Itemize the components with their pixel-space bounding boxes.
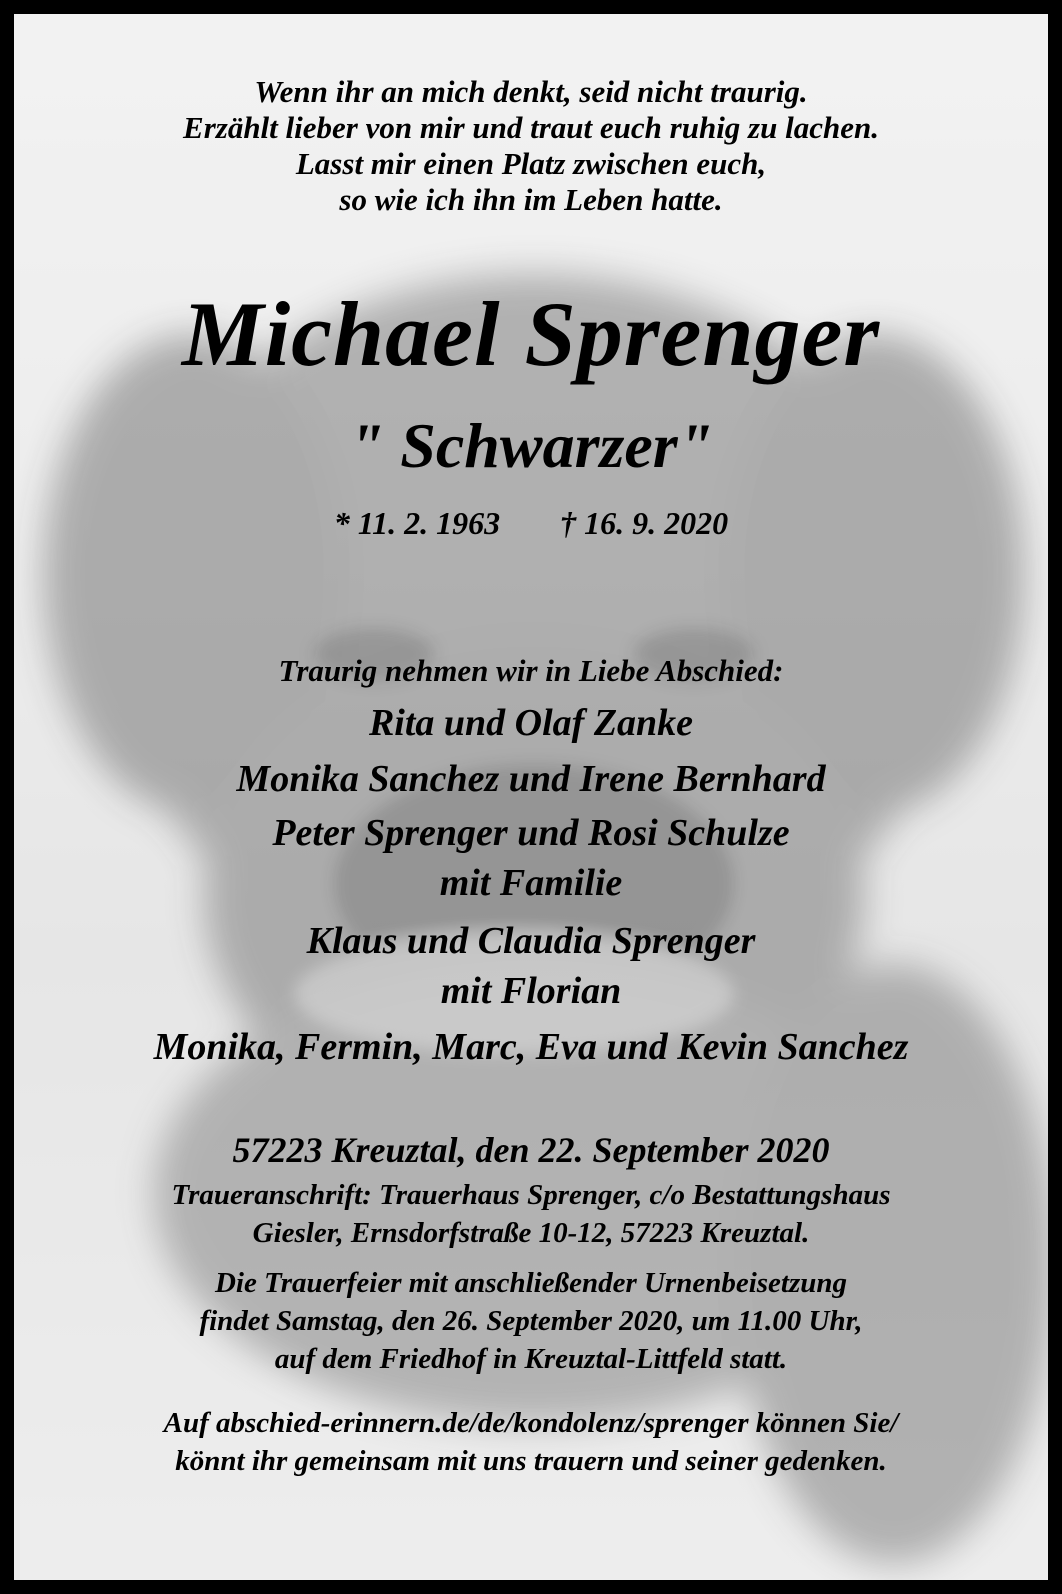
deceased-nickname: " Schwarzer"	[348, 410, 714, 481]
birth-date: * 11. 2. 1963	[333, 505, 501, 541]
poem-line-2: Erzählt lieber von mir und traut euch ruhig zu lachen.	[183, 110, 879, 145]
poem-line-1: Wenn ihr an mich denkt, seid nicht traurig.	[254, 74, 808, 109]
mourner-line: mit Familie	[439, 862, 623, 904]
condolence-line-2: könnt ihr gemeinsam mit uns trauern und seiner gedenken.	[175, 1445, 887, 1477]
mourner-line: Monika, Fermin, Marc, Eva und Kevin Sanchez	[153, 1026, 909, 1068]
poem-line-3: Lasst mir einen Platz zwischen euch,	[295, 146, 767, 181]
life-dates	[14, 504, 1048, 542]
mourner-line: Klaus und Claudia Sprenger	[306, 920, 756, 962]
mourner-line: Monika Sanchez und Irene Bernhard	[236, 758, 826, 800]
ceremony-line-3: auf dem Friedhof in Kreuztal-Littfeld statt.	[274, 1343, 788, 1375]
place-and-date: 57223 Kreuztal, den 22. September 2020	[232, 1130, 830, 1170]
ceremony-line-2: findet Samstag, den 26. September 2020, um 11.00 Uhr,	[199, 1305, 863, 1337]
mourner-line: mit Florian	[440, 970, 622, 1012]
condolence-line-1: Auf abschied-erinnern.de/de/kondolenz/sprenger können Sie/	[163, 1407, 899, 1439]
death-date: † 16. 9. 2020	[560, 505, 729, 541]
mourner-line: Rita und Olaf Zanke	[368, 702, 694, 744]
mourner-line: Peter Sprenger und Rosi Schulze	[272, 812, 790, 854]
ceremony-line-1: Die Trauerfeier mit anschließender Urnenbeisetzung	[214, 1267, 848, 1299]
deceased-name: Michael Sprenger	[181, 283, 881, 385]
mourners-intro: Traurig nehmen wir in Liebe Abschied:	[278, 653, 784, 688]
poem-line-4: so wie ich ihn im Leben hatte.	[339, 182, 723, 217]
address-line-1: Traueranschrift: Trauerhaus Sprenger, c/o Bestattungshaus	[171, 1179, 891, 1211]
address-line-2: Giesler, Ernsdorfstraße 10-12, 57223 Kreuztal.	[252, 1217, 810, 1249]
